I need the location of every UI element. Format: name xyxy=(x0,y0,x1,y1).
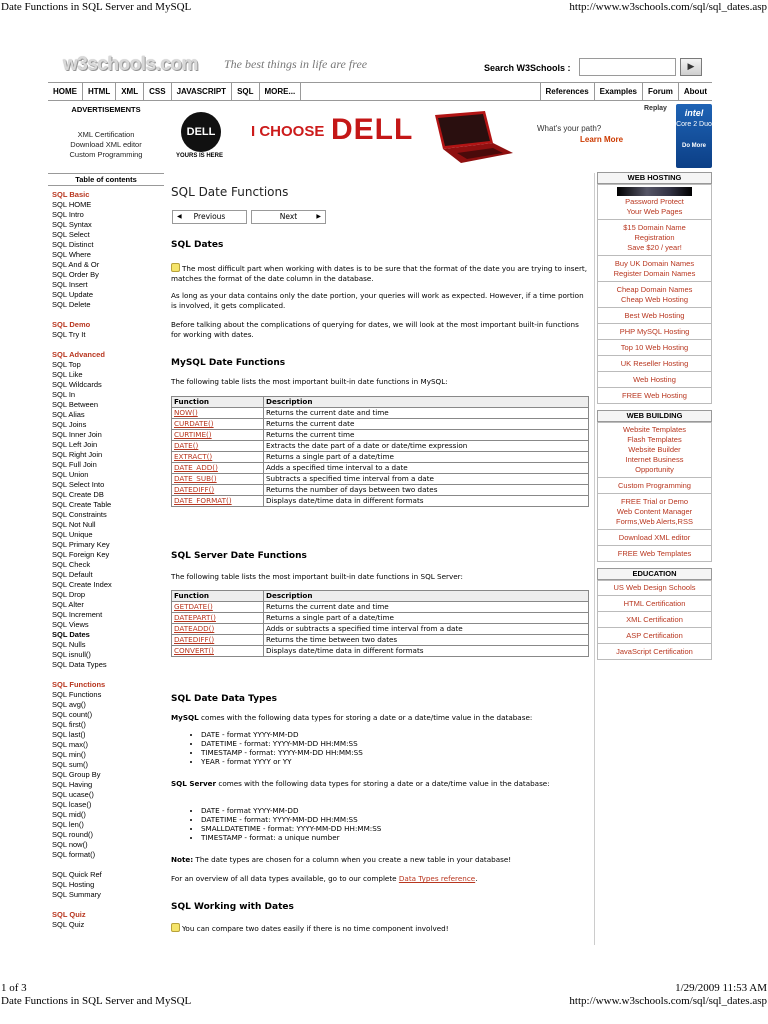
paragraph: The following table lists the most important built-in date functions in MySQL: xyxy=(171,377,448,386)
sidebar-ad-text: Save $20 / year! xyxy=(627,242,682,252)
sidebar-ad-text: Forms,Web Alerts,RSS xyxy=(616,516,693,526)
heading-mysql-date-functions: MySQL Date Functions xyxy=(171,358,286,368)
intel-badge[interactable] xyxy=(676,104,712,168)
sidebar-ad-link[interactable] xyxy=(597,546,712,562)
paragraph xyxy=(171,855,589,865)
toc-link[interactable]: SQL max() xyxy=(52,740,88,749)
search-label: Search W3Schools : xyxy=(484,63,571,73)
sidebar-ad-text: Internet Business xyxy=(625,455,684,464)
toc-link[interactable]: SQL avg() xyxy=(52,700,86,709)
table-row xyxy=(172,430,589,441)
play-arrow-icon: ▶ xyxy=(687,62,695,72)
sidebar-ad-text: Register Domain Names xyxy=(613,268,696,278)
sidebar-ad-link[interactable] xyxy=(597,184,712,220)
table-row xyxy=(172,408,589,419)
function-link[interactable]: DATE_ADD() xyxy=(172,463,264,474)
function-description: Returns the time between two dates xyxy=(264,635,589,646)
intel-cta: Do More xyxy=(682,143,706,149)
sidebar-ad-text: Your Web Pages xyxy=(626,207,683,216)
sidebar-ad-link[interactable] xyxy=(597,388,712,404)
sidebar-ad-text: Web Hosting xyxy=(633,374,676,384)
toc-link[interactable]: SQL Left Join xyxy=(52,440,98,449)
banner-question: What's your path? xyxy=(537,124,602,133)
nav-css[interactable]: CSS xyxy=(144,83,171,100)
nav-about[interactable]: About xyxy=(683,87,707,96)
toc-link[interactable]: SQL Views xyxy=(52,620,89,629)
mysql-label: MySQL xyxy=(171,713,199,722)
toc-link[interactable]: SQL Order By xyxy=(52,270,99,279)
site-slogan: The best things in life are free xyxy=(224,57,368,71)
toc-link[interactable]: SQL count() xyxy=(52,710,93,719)
function-link[interactable]: DATE_SUB() xyxy=(172,474,264,485)
toc-link[interactable]: SQL mid() xyxy=(52,810,86,819)
sidebar-ad-text: Password Protect xyxy=(625,197,684,206)
sidebar-ad-link[interactable] xyxy=(597,340,712,356)
paragraph xyxy=(171,779,589,789)
sidebar-ad-text: UK Reseller Hosting xyxy=(620,358,689,368)
toc-link[interactable]: SQL HOME xyxy=(52,200,92,209)
replay-button[interactable]: Replay xyxy=(644,105,667,112)
list-item: • SMALLDATETIME - format: YYYY-MM-DD HH:MM:SS xyxy=(201,824,589,833)
toc-section-heading: SQL Advanced xyxy=(52,350,105,359)
web-building-header: WEB BUILDING xyxy=(597,410,712,422)
toc-link[interactable]: SQL Between xyxy=(52,400,98,409)
toc-link[interactable]: SQL Foreign Key xyxy=(52,550,110,559)
ad-link[interactable]: Download XML editor xyxy=(70,140,142,149)
function-link[interactable]: CONVERT() xyxy=(172,646,264,657)
sidebar-ad-link[interactable] xyxy=(597,324,712,340)
function-description: Returns the current date and time xyxy=(264,602,589,613)
toc-link[interactable]: SQL ucase() xyxy=(52,790,94,799)
column-header: Description xyxy=(264,397,589,408)
arrow-right-icon: ▶ xyxy=(316,213,321,220)
ad-link[interactable]: XML Certification xyxy=(77,130,135,139)
table-row xyxy=(172,635,589,646)
toc-link[interactable]: SQL len() xyxy=(52,820,84,829)
toc-link[interactable]: SQL Like xyxy=(52,370,83,379)
toc-link[interactable]: SQL min() xyxy=(52,750,86,759)
column-header: Function xyxy=(172,397,264,408)
sidebar-ad-link[interactable] xyxy=(597,644,712,660)
nav-javascript[interactable]: JAVASCRIPT xyxy=(172,83,233,100)
toc-link[interactable]: SQL Try It xyxy=(52,330,86,339)
sidebar-ad-text: $15 Domain Name xyxy=(623,222,686,232)
page-title: SQL Date Functions xyxy=(171,185,289,199)
sidebar-ad-text: FREE Web Templates xyxy=(617,548,692,558)
banner-headline: I CHOOSE xyxy=(251,123,325,140)
previous-label: Previous xyxy=(193,212,226,221)
toc-link[interactable]: SQL Update xyxy=(52,290,93,299)
section-gap xyxy=(48,670,164,680)
function-link[interactable]: DATEPART() xyxy=(172,613,264,624)
function-description: Returns a single part of a date/time xyxy=(264,452,589,463)
print-footer-url: http://www.w3schools.com/sql/sql_dates.asp xyxy=(569,995,767,1007)
toc-link[interactable]: SQL last() xyxy=(52,730,86,739)
sqlserver-types-list xyxy=(171,806,589,842)
sqlserver-functions-table xyxy=(171,590,589,657)
table-row xyxy=(172,646,589,657)
arrow-left-icon: ◀ xyxy=(177,213,182,220)
toc-link[interactable]: SQL Create Index xyxy=(52,580,112,589)
nav-examples[interactable]: Examples xyxy=(595,83,643,100)
nav-more[interactable]: MORE... xyxy=(260,83,302,100)
print-footer xyxy=(0,982,768,1008)
nav-sql[interactable]: SQL xyxy=(232,83,259,100)
sqlserver-functions-table-wrap xyxy=(171,590,589,657)
lightbulb-icon xyxy=(171,923,180,932)
nav-references[interactable]: References xyxy=(541,83,595,100)
nav-home[interactable]: HOME xyxy=(48,83,83,100)
toc-link[interactable]: SQL Default xyxy=(52,570,93,579)
paragraph: Before talking about the complications of querying for dates, we will look at the most important built-in functions for working with dates. xyxy=(171,320,579,339)
toc-link[interactable]: SQL Dates xyxy=(52,630,90,639)
toc-title: Table of contents xyxy=(48,173,164,186)
function-link[interactable]: EXTRACT() xyxy=(172,452,264,463)
function-link[interactable]: DATEDIFF() xyxy=(172,485,264,496)
function-link[interactable]: DATEDIFF() xyxy=(172,635,264,646)
heading-sql-working-with-dates: SQL Working with Dates xyxy=(171,902,294,912)
sidebar-ad-link[interactable] xyxy=(597,220,712,256)
toc-link[interactable]: SQL isnull() xyxy=(52,650,91,659)
print-page-number: 1 of 3 xyxy=(1,982,27,994)
intel-logo: intel xyxy=(684,108,704,118)
sidebar-ad-text: FREE Web Hosting xyxy=(622,390,687,400)
dell-tagline: YOURS IS HERE xyxy=(176,153,224,159)
list-item: • DATETIME - format: YYYY-MM-DD HH:MM:SS xyxy=(201,815,589,824)
sidebar-ad-link[interactable] xyxy=(597,256,712,282)
toc-link[interactable]: SQL Quiz xyxy=(52,920,85,929)
function-description: Returns the current date and time xyxy=(264,408,589,419)
toc-link[interactable]: SQL sum() xyxy=(52,760,88,769)
toc-link[interactable]: SQL Constraints xyxy=(52,510,107,519)
toc-link[interactable]: SQL lcase() xyxy=(52,800,92,809)
sqlserver-label: SQL Server xyxy=(171,779,217,788)
toc-sidebar xyxy=(48,173,164,930)
toc-link[interactable]: SQL Delete xyxy=(52,300,91,309)
nav-spacer xyxy=(301,83,540,100)
table-row xyxy=(172,624,589,635)
function-link[interactable]: CURDATE() xyxy=(172,419,264,430)
advertisements-title: ADVERTISEMENTS xyxy=(71,105,141,114)
mysql-types-list xyxy=(171,730,589,766)
paragraph xyxy=(171,874,589,884)
function-link[interactable]: DATE() xyxy=(172,441,264,452)
paragraph: The following table lists the most important built-in date functions in SQL Server: xyxy=(171,572,463,581)
toc-link[interactable]: SQL In xyxy=(52,390,76,399)
right-sidebar xyxy=(597,172,712,660)
table-row xyxy=(172,474,589,485)
advertisements xyxy=(48,101,164,171)
toc-link[interactable]: SQL Functions xyxy=(52,690,102,699)
toc-link[interactable]: SQL Right Join xyxy=(52,450,103,459)
function-link[interactable]: GETDATE() xyxy=(172,602,264,613)
table-row xyxy=(172,419,589,430)
sidebar-ad-text: Website Templates xyxy=(622,425,687,434)
toc-link[interactable]: SQL Top xyxy=(52,360,81,369)
education-header: EDUCATION xyxy=(597,568,712,580)
sidebar-ad-text: Custom Programming xyxy=(618,480,691,490)
function-link[interactable]: DATE_FORMAT() xyxy=(172,496,264,507)
toc-link[interactable]: SQL format() xyxy=(52,850,96,859)
sidebar-ad-text: XML Certification xyxy=(626,614,683,624)
paragraph: As long as your data contains only the date portion, your queries will work as expected. However, if a time portion is involved, it gets complicated. xyxy=(171,291,584,310)
toc-link[interactable]: SQL Summary xyxy=(52,890,101,899)
search-go-button[interactable] xyxy=(680,58,702,76)
sidebar-ad-text: ASP Certification xyxy=(626,630,683,640)
list-item: • YEAR - format YYYY or YY xyxy=(201,757,589,766)
print-footer-title: Date Functions in SQL Server and MySQL xyxy=(1,995,192,1007)
sidebar-ad-link[interactable] xyxy=(597,530,712,546)
print-header-url: http://www.w3schools.com/sql/sql_dates.asp xyxy=(569,1,767,13)
toc-link[interactable]: SQL round() xyxy=(52,830,93,839)
site-header xyxy=(48,48,712,82)
ad-image-strip xyxy=(617,187,692,196)
paragraph-text: comes with the following data types for storing a date or a date/time value in the database: xyxy=(198,713,533,722)
toc-link[interactable]: SQL Alter xyxy=(52,600,84,609)
function-description: Returns a single part of a date/time xyxy=(264,613,589,624)
list-item: • DATE - format YYYY-MM-DD xyxy=(201,730,589,739)
sidebar-ad-text: Cheap Web Hosting xyxy=(621,294,688,304)
toc-link[interactable]: SQL Where xyxy=(52,250,91,259)
sidebar-ad-text: Web Content Manager xyxy=(616,506,693,516)
function-description: Returns the current time xyxy=(264,430,589,441)
mysql-functions-table-wrap xyxy=(171,396,589,507)
toc-section-heading: SQL Basic xyxy=(52,190,90,199)
toc-list xyxy=(48,190,164,930)
mysql-functions-table xyxy=(171,396,589,507)
function-description: Returns the current date xyxy=(264,419,589,430)
toc-link[interactable]: SQL Hosting xyxy=(52,880,95,889)
heading-sql-date-data-types: SQL Date Data Types xyxy=(171,694,277,704)
toc-link[interactable]: SQL Insert xyxy=(52,280,88,289)
function-description: Displays date/time data in different formats xyxy=(264,496,589,507)
table-row xyxy=(172,496,589,507)
sidebar-ad-text: HTML Certification xyxy=(623,598,686,608)
sidebar-ad-text: Best Web Hosting xyxy=(624,310,685,320)
sidebar-ad-link[interactable] xyxy=(597,580,712,596)
sidebar-ad-text: US Web Design Schools xyxy=(613,583,696,592)
toc-link[interactable]: SQL Wildcards xyxy=(52,380,102,389)
nav-xml[interactable]: XML xyxy=(116,83,144,100)
sidebar-ad-text: Opportunity xyxy=(635,465,674,474)
paragraph xyxy=(171,263,589,283)
data-types-reference-link[interactable]: Data Types reference xyxy=(398,874,476,883)
dell-logo: DELL xyxy=(181,112,221,152)
column-header: Description xyxy=(264,591,589,602)
toc-link[interactable]: SQL first() xyxy=(52,720,86,729)
paragraph xyxy=(171,713,589,723)
print-header-title: Date Functions in SQL Server and MySQL xyxy=(1,1,192,13)
toc-link[interactable]: SQL Alias xyxy=(52,410,85,419)
sidebar-ad-text: Top 10 Web Hosting xyxy=(620,342,689,352)
toc-link[interactable]: SQL Create Table xyxy=(52,500,112,509)
list-item: • TIMESTAMP - format: YYYY-MM-DD HH:MM:SS xyxy=(201,748,589,757)
function-description: Subtracts a specified time interval from a date xyxy=(264,474,589,485)
toc-link[interactable]: SQL Create DB xyxy=(52,490,104,499)
toc-link[interactable]: SQL Drop xyxy=(52,590,86,599)
sidebar-ad-link[interactable] xyxy=(597,596,712,612)
note-label: Note: xyxy=(171,855,194,864)
w3schools-logo[interactable]: w3schools.com xyxy=(63,54,198,75)
sidebar-ad-text: Website Builder xyxy=(628,445,681,454)
toc-link[interactable]: SQL now() xyxy=(52,840,88,849)
paragraph-text: For an overview of all data types available, go to our complete xyxy=(171,874,399,883)
print-timestamp: 1/29/2009 11:53 AM xyxy=(675,982,767,994)
toc-section-heading: SQL Demo xyxy=(52,320,91,329)
education-list xyxy=(597,580,712,660)
sidebar-ad-text: Download XML editor xyxy=(618,532,691,542)
sidebar-ad-link[interactable] xyxy=(597,478,712,494)
function-description: Returns the number of days between two dates xyxy=(264,485,589,496)
paragraph-text: comes with the following data types for storing a date or a date/time value in the database: xyxy=(216,779,550,788)
sidebar-ad-link[interactable] xyxy=(597,372,712,388)
heading-sql-server-date-functions: SQL Server Date Functions xyxy=(171,551,307,561)
print-header xyxy=(0,1,768,15)
table-row xyxy=(172,485,589,496)
nav-html[interactable]: HTML xyxy=(83,83,116,100)
lightbulb-icon xyxy=(171,263,180,272)
web-building-list xyxy=(597,422,712,562)
web-hosting-header: WEB HOSTING xyxy=(597,172,712,184)
toc-link[interactable]: SQL Joins xyxy=(52,420,87,429)
toc-link[interactable]: SQL Intro xyxy=(52,210,84,219)
sidebar-ad-text: FREE Trial or Demo xyxy=(620,496,689,506)
toc-link[interactable]: SQL Full Join xyxy=(52,460,97,469)
toc-link[interactable]: SQL Group By xyxy=(52,770,101,779)
nav-forum[interactable]: Forum xyxy=(643,83,679,100)
sidebar-ad-text: Buy UK Domain Names xyxy=(614,258,695,268)
sidebar-ad-link[interactable] xyxy=(597,308,712,324)
learn-more-link[interactable]: Learn More xyxy=(580,135,624,144)
sidebar-ad-link[interactable] xyxy=(597,422,712,478)
section-gap xyxy=(48,900,164,910)
function-link[interactable]: CURTIME() xyxy=(172,430,264,441)
toc-link[interactable]: SQL Inner Join xyxy=(52,430,102,439)
function-description: Extracts the date part of a date or date/time expression xyxy=(264,441,589,452)
table-row xyxy=(172,602,589,613)
paragraph-text: The most difficult part when working with dates is to be sure that the format of the date you are trying to insert, matches the format of the date column in the database. xyxy=(171,264,588,283)
dell-banner[interactable] xyxy=(171,101,712,171)
list-item: • DATETIME - format: YYYY-MM-DD HH:MM:SS xyxy=(201,739,589,748)
column-header: Function xyxy=(172,591,264,602)
sidebar-ad-text: Flash Templates xyxy=(627,435,682,444)
sidebar-ad-text: Registration xyxy=(634,232,675,242)
toc-link[interactable]: SQL Data Types xyxy=(52,660,107,669)
toc-link[interactable]: SQL Quick Ref xyxy=(52,870,102,879)
toc-link[interactable]: SQL Increment xyxy=(52,610,103,619)
previous-button[interactable] xyxy=(172,210,247,224)
list-item: • TIMESTAMP - format: a unique number xyxy=(201,833,589,842)
sidebar-ad-link[interactable] xyxy=(597,356,712,372)
web-hosting-list xyxy=(597,184,712,404)
paragraph-text: You can compare two dates easily if there is no time component involved! xyxy=(182,924,449,933)
paragraph xyxy=(171,923,589,934)
sidebar-ad-link[interactable] xyxy=(597,494,712,530)
sidebar-ad-link[interactable] xyxy=(597,628,712,644)
table-row xyxy=(172,441,589,452)
toc-link[interactable]: SQL Syntax xyxy=(52,220,92,229)
heading-sql-dates: SQL Dates xyxy=(171,240,224,250)
table-row xyxy=(172,613,589,624)
paragraph-text: . xyxy=(475,874,478,883)
function-description: Adds a specified time interval to a date xyxy=(264,463,589,474)
laptop-image xyxy=(427,109,517,165)
ad-link[interactable]: Custom Programming xyxy=(69,150,143,159)
sidebar-ad-link[interactable] xyxy=(597,282,712,308)
top-nav xyxy=(48,82,712,101)
toc-link[interactable]: SQL Having xyxy=(52,780,93,789)
pager xyxy=(171,210,589,224)
section-gap xyxy=(48,310,164,320)
toc-link[interactable]: SQL Check xyxy=(52,560,91,569)
toc-link[interactable]: SQL Distinct xyxy=(52,240,94,249)
section-gap xyxy=(48,340,164,350)
toc-link[interactable]: SQL Unique xyxy=(52,530,93,539)
toc-section-heading: SQL Quiz xyxy=(52,910,86,919)
search-input[interactable] xyxy=(579,58,676,76)
sidebar-ad-text: Cheap Domain Names xyxy=(616,284,693,294)
toc-link[interactable]: SQL Union xyxy=(52,470,89,479)
list-item: • DATE - format YYYY-MM-DD xyxy=(201,806,589,815)
toc-link[interactable]: SQL Not Null xyxy=(52,520,96,529)
next-button[interactable] xyxy=(251,210,326,224)
toc-section-heading: SQL Functions xyxy=(52,680,106,689)
sidebar-ad-text: JavaScript Certification xyxy=(616,646,693,656)
section-gap xyxy=(48,860,164,870)
toc-link[interactable]: SQL Primary Key xyxy=(52,540,110,549)
function-description: Adds or subtracts a specified time interval from a date xyxy=(264,624,589,635)
table-row xyxy=(172,463,589,474)
column-divider xyxy=(594,173,595,945)
table-row xyxy=(172,452,589,463)
toc-link[interactable]: SQL Select Into xyxy=(52,480,105,489)
paragraph-text: The date types are chosen for a column when you create a new table in your database! xyxy=(193,855,512,864)
toc-link[interactable]: SQL And & Or xyxy=(52,260,100,269)
toc-link[interactable]: SQL Select xyxy=(52,230,90,239)
banner-big-word: DELL xyxy=(331,113,414,146)
function-link[interactable]: NOW() xyxy=(172,408,264,419)
function-description: Displays date/time data in different formats xyxy=(264,646,589,657)
toc-link[interactable]: SQL Nulls xyxy=(52,640,86,649)
next-label: Next xyxy=(279,212,298,221)
sidebar-ad-text: PHP MySQL Hosting xyxy=(619,326,690,336)
function-link[interactable]: DATEADD() xyxy=(172,624,264,635)
intel-product: Core 2 Duo xyxy=(676,121,712,128)
sidebar-ad-link[interactable] xyxy=(597,612,712,628)
